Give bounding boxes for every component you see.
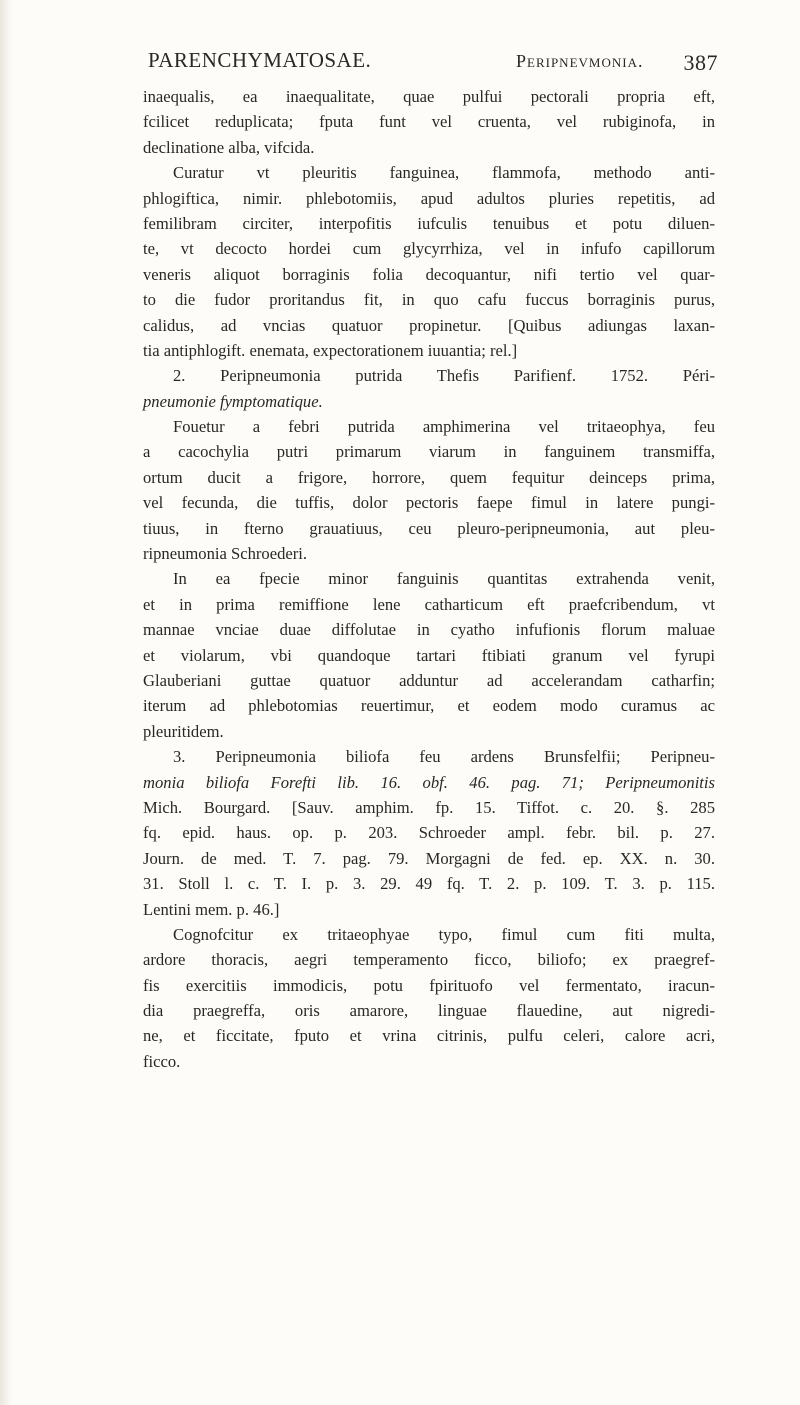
running-head-title: PARENCHYMATOSAE. [148,48,372,72]
text-line: to die fudor proritandus fit, in quo cafu fuccus borraginis purus, [143,290,715,310]
text-line: pleuritidem. [143,721,224,741]
text-line: fcilicet reduplicata; fputa funt vel cruenta, vel rubiginofa, in [143,112,715,132]
text-line: ardore thoracis, aegri temperamento ficco, biliofo; ex praegref- [143,950,715,970]
text-line: ficco. [143,1051,181,1071]
text-line: tia antiphlogift. enemata, expectorationem iuuantia; rel.] [143,340,518,360]
section-heading-line: 2. Peripneumonia putrida Thefis Parifienf. 1752. Péri- [173,366,715,386]
text-line: phlogiftica, nimir. phlebotomiis, apud adultos pluries repetitis, ad [143,188,715,208]
body-text [143,84,715,1074]
text-line: inaequalis, ea inaequalitate, quae pulfui pectorali propria eft, [143,87,715,106]
text-line: Cognofcitur ex tritaeophyae typo, fimul cum fiti multa, [173,924,715,944]
text-line: mannae vnciae duae diffolutae in cyatho infufionis florum maluae [143,620,715,640]
text-line: et violarum, vbi quandoque tartari ftibiati granum vel fyrupi [143,645,715,665]
text-line: et in prima remiffione lene catharticum eft praefcribendum, vt [143,594,715,614]
text-line: ne, et ficcitate, fputo et vrina citrinis, pulfu celeri, calore acri, [143,1026,715,1046]
text-line: ripneumonia Schroederi. [143,544,308,564]
text-line: calidus, ad vncias quatuor propinetur. [Quibus adiungas laxan- [143,315,715,335]
text-line: monia biliofa Forefti lib. 16. obf. 46. pag. 71; Peripneumonitis [143,772,715,792]
text-line: 31. Stoll l. c. T. I. p. 3. 29. 49 fq. T. 2. p. 109. T. 3. p. 115. [143,874,715,894]
text-line: Mich. Bourgard. [Sauv. amphim. fp. 15. Tiffot. c. 20. §. 285 [143,797,715,817]
text-line: vel fecunda, die tuffis, dolor pectoris faepe fimul in latere pungi- [143,493,715,513]
text-line: tiuus, in fterno grauatiuus, ceu pleuro-peripneumonia, aut pleu- [143,518,715,538]
text-line: Lentini mem. p. 46.] [143,899,280,919]
running-head [148,48,718,82]
text-line: iterum ad phlebotomias reuertimur, et eodem modo curamus ac [143,696,715,716]
text-line: Glauberiani guttae quatuor adduntur ad accelerandam catharfin; [143,670,715,690]
text-line: In ea fpecie minor fanguinis quantitas extrahenda venit, [173,569,715,589]
text-line: Journ. de med. T. 7. pag. 79. Morgagni de fed. ep. XX. n. 30. [143,848,715,868]
section-heading-line: 3. Peripneumonia biliofa feu ardens Brunsfelfii; Peripneu- [173,747,715,767]
running-head-subtitle: Peripnevmonia. [516,51,644,71]
text-line: fq. epid. haus. op. p. 203. Schroeder ampl. febr. bil. p. 27. [143,823,715,843]
text-line: a cacochylia putri primarum viarum in fanguinem transmiffa, [143,442,715,462]
text-line: declinatione alba, vifcida. [143,137,315,157]
text-line: fis exercitiis immodicis, potu fpirituofo vel fermentato, iracun- [143,975,715,995]
page-number: 387 [683,50,718,75]
section-heading-line: pneumonie fymptomatique. [143,391,323,411]
text-line: ortum ducit a frigore, horrore, quem fequitur deinceps prima, [143,467,715,487]
text-line: veneris aliquot borraginis folia decoquantur, nifi tertio vel quar- [143,264,715,284]
text-line: Curatur vt pleuritis fanguinea, flammofa, methodo anti- [173,163,715,183]
text-line: dia praegreffa, oris amarore, linguae flauedine, aut nigredi- [143,1001,715,1021]
page-edge-shadow [0,0,12,1405]
text-line: Fouetur a febri putrida amphimerina vel tritaeophya, feu [173,417,715,437]
text-line: te, vt decocto hordei cum glycyrrhiza, vel in infufo capillorum [143,239,715,259]
text-line: femilibram circiter, interpofitis iufculis tenuibus et potu diluen- [143,213,715,233]
